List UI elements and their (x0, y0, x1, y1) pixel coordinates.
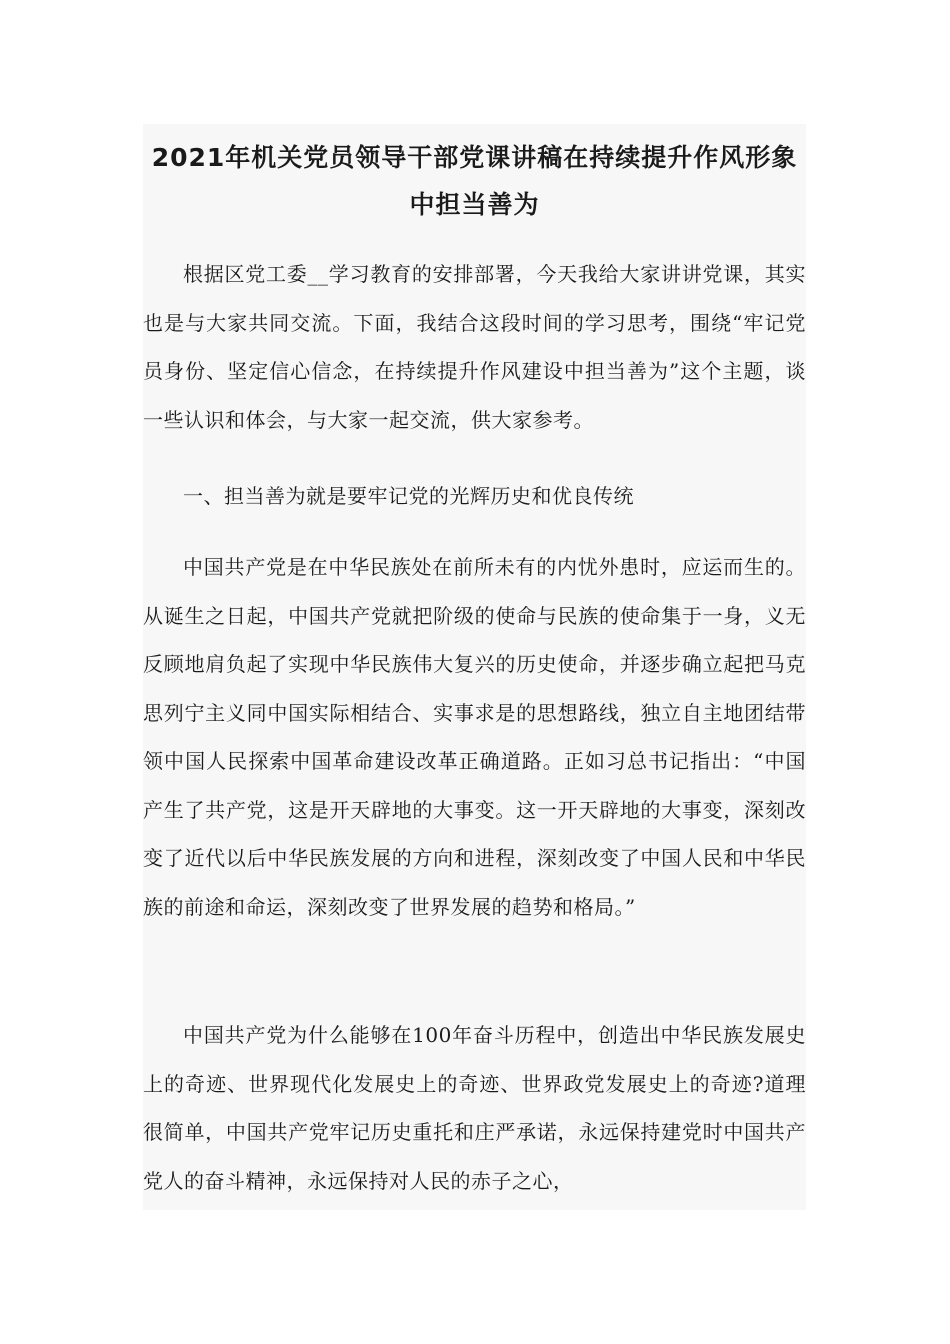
paragraph-intro: 根据区党工委__学习教育的安排部署，今天我给大家讲讲党课，其实也是与大家共同交流。下面，我结合这段时间的学习思考，围绕“牢记党员身份、坚定信心信念，在持续提升作风建设中担当善为”这个主题，谈一些认识和体会，与大家一起交流，供大家参考。 (143, 262, 806, 432)
document-page (143, 124, 806, 1210)
paragraph-history: 中国共产党是在中华民族处在前所未有的内忧外患时，应运而生的。从诞生之日起，中国共产党就把阶级的使命与民族的使命集于一身，义无反顾地肩负起了实现中华民族伟大复兴的历史使命，并逐步确立起把马克思列宁主义同中国实际相结合、实事求是的思想路线，独立自主地团结带领中国人民探索中国革命建设改革正确道路。正如习总书记指出：“中国产生了共产党，这是开天辟地的大事变。这一开天辟地的大事变，深刻改变了近代以后中华民族发展的方向和进程，深刻改变了中国人民和中华民族的前途和命运，深刻改变了世界发展的趋势和格局。” (143, 555, 806, 919)
document-title: 2021年机关党员领导干部党课讲稿在持续提升作风形象中担当善为 (151, 143, 798, 219)
section-heading-1: 一、担当善为就是要牢记党的光辉历史和优良传统 (183, 484, 634, 508)
paragraph-achievements: 中国共产党为什么能够在100年奋斗历程中，创造出中华民族发展史上的奇迹、世界现代化发展史上的奇迹、世界政党发展史上的奇迹?道理很简单，中国共产党牢记历史重托和庄严承诺，永远保持建党时中国共产党人的奋斗精神，永远保持对人民的赤子之心， (143, 1023, 806, 1193)
